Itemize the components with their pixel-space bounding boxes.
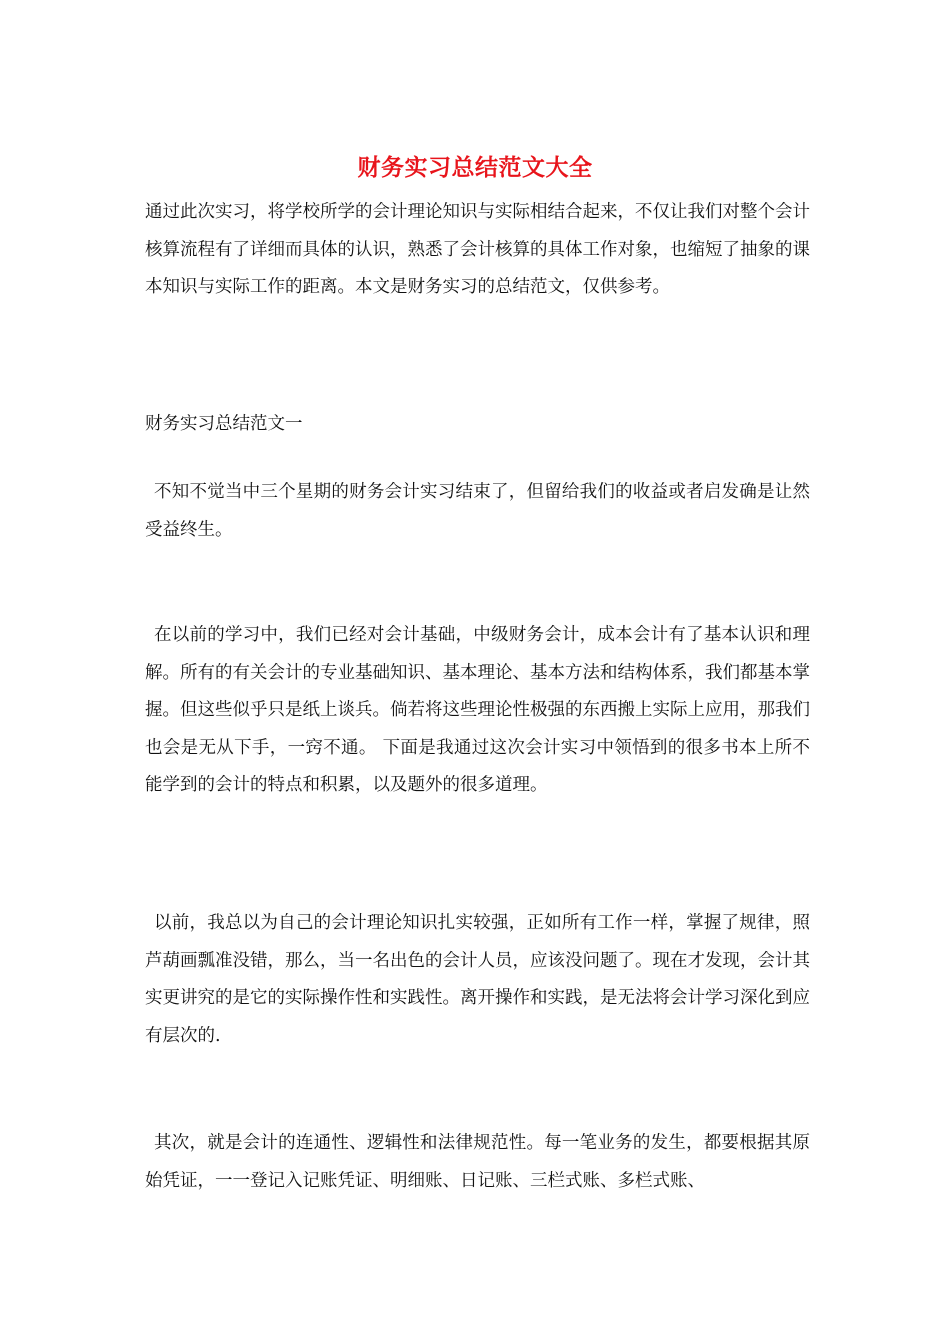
document-title: 财务实习总结范文大全	[357, 154, 593, 181]
body-paragraph: 以前，我总以为自己的会计理论知识扎实较强，正如所有工作一样，掌握了规律，照芦葫画瓢准没错，那么，当一名出色的会计人员，应该没问题了。现在才发现，会计其实更讲究的是它的实际操作性和实践性。离开操作和实践，是无法将会计学习深化到应有层次的.	[145, 913, 810, 1046]
body-paragraph: 在以前的学习中，我们已经对会计基础，中级财务会计，成本会计有了基本认识和理解。所有的有关会计的专业基础知识、基本理论、基本方法和结构体系，我们都基本掌握。但这些似乎只是纸上谈兵。倘若将这些理论性极强的东西搬上实际上应用，那我们也会是无从下手，一窍不通。 下面是我通过这次会计实习中领悟到的很多书本上所不能学到的会计的特点和积累，以及题外的很多道理。	[145, 625, 810, 795]
body-paragraph: 其次，就是会计的连通性、逻辑性和法律规范性。每一笔业务的发生，都要根据其原始凭证，一一登记入记账凭证、明细账、日记账、三栏式账、多栏式账、	[145, 1133, 810, 1191]
section-heading: 财务实习总结范文一	[145, 414, 303, 434]
body-paragraph: 不知不觉当中三个星期的财务会计实习结束了，但留给我们的收益或者启发确是让然受益终生。	[145, 482, 810, 540]
intro-paragraph: 通过此次实习，将学校所学的会计理论知识与实际相结合起来，不仅让我们对整个会计核算流程有了详细而具体的认识，熟悉了会计核算的具体工作对象，也缩短了抽象的课本知识与实际工作的距离。本文是财务实习的总结范文，仅供参考。	[145, 202, 810, 297]
